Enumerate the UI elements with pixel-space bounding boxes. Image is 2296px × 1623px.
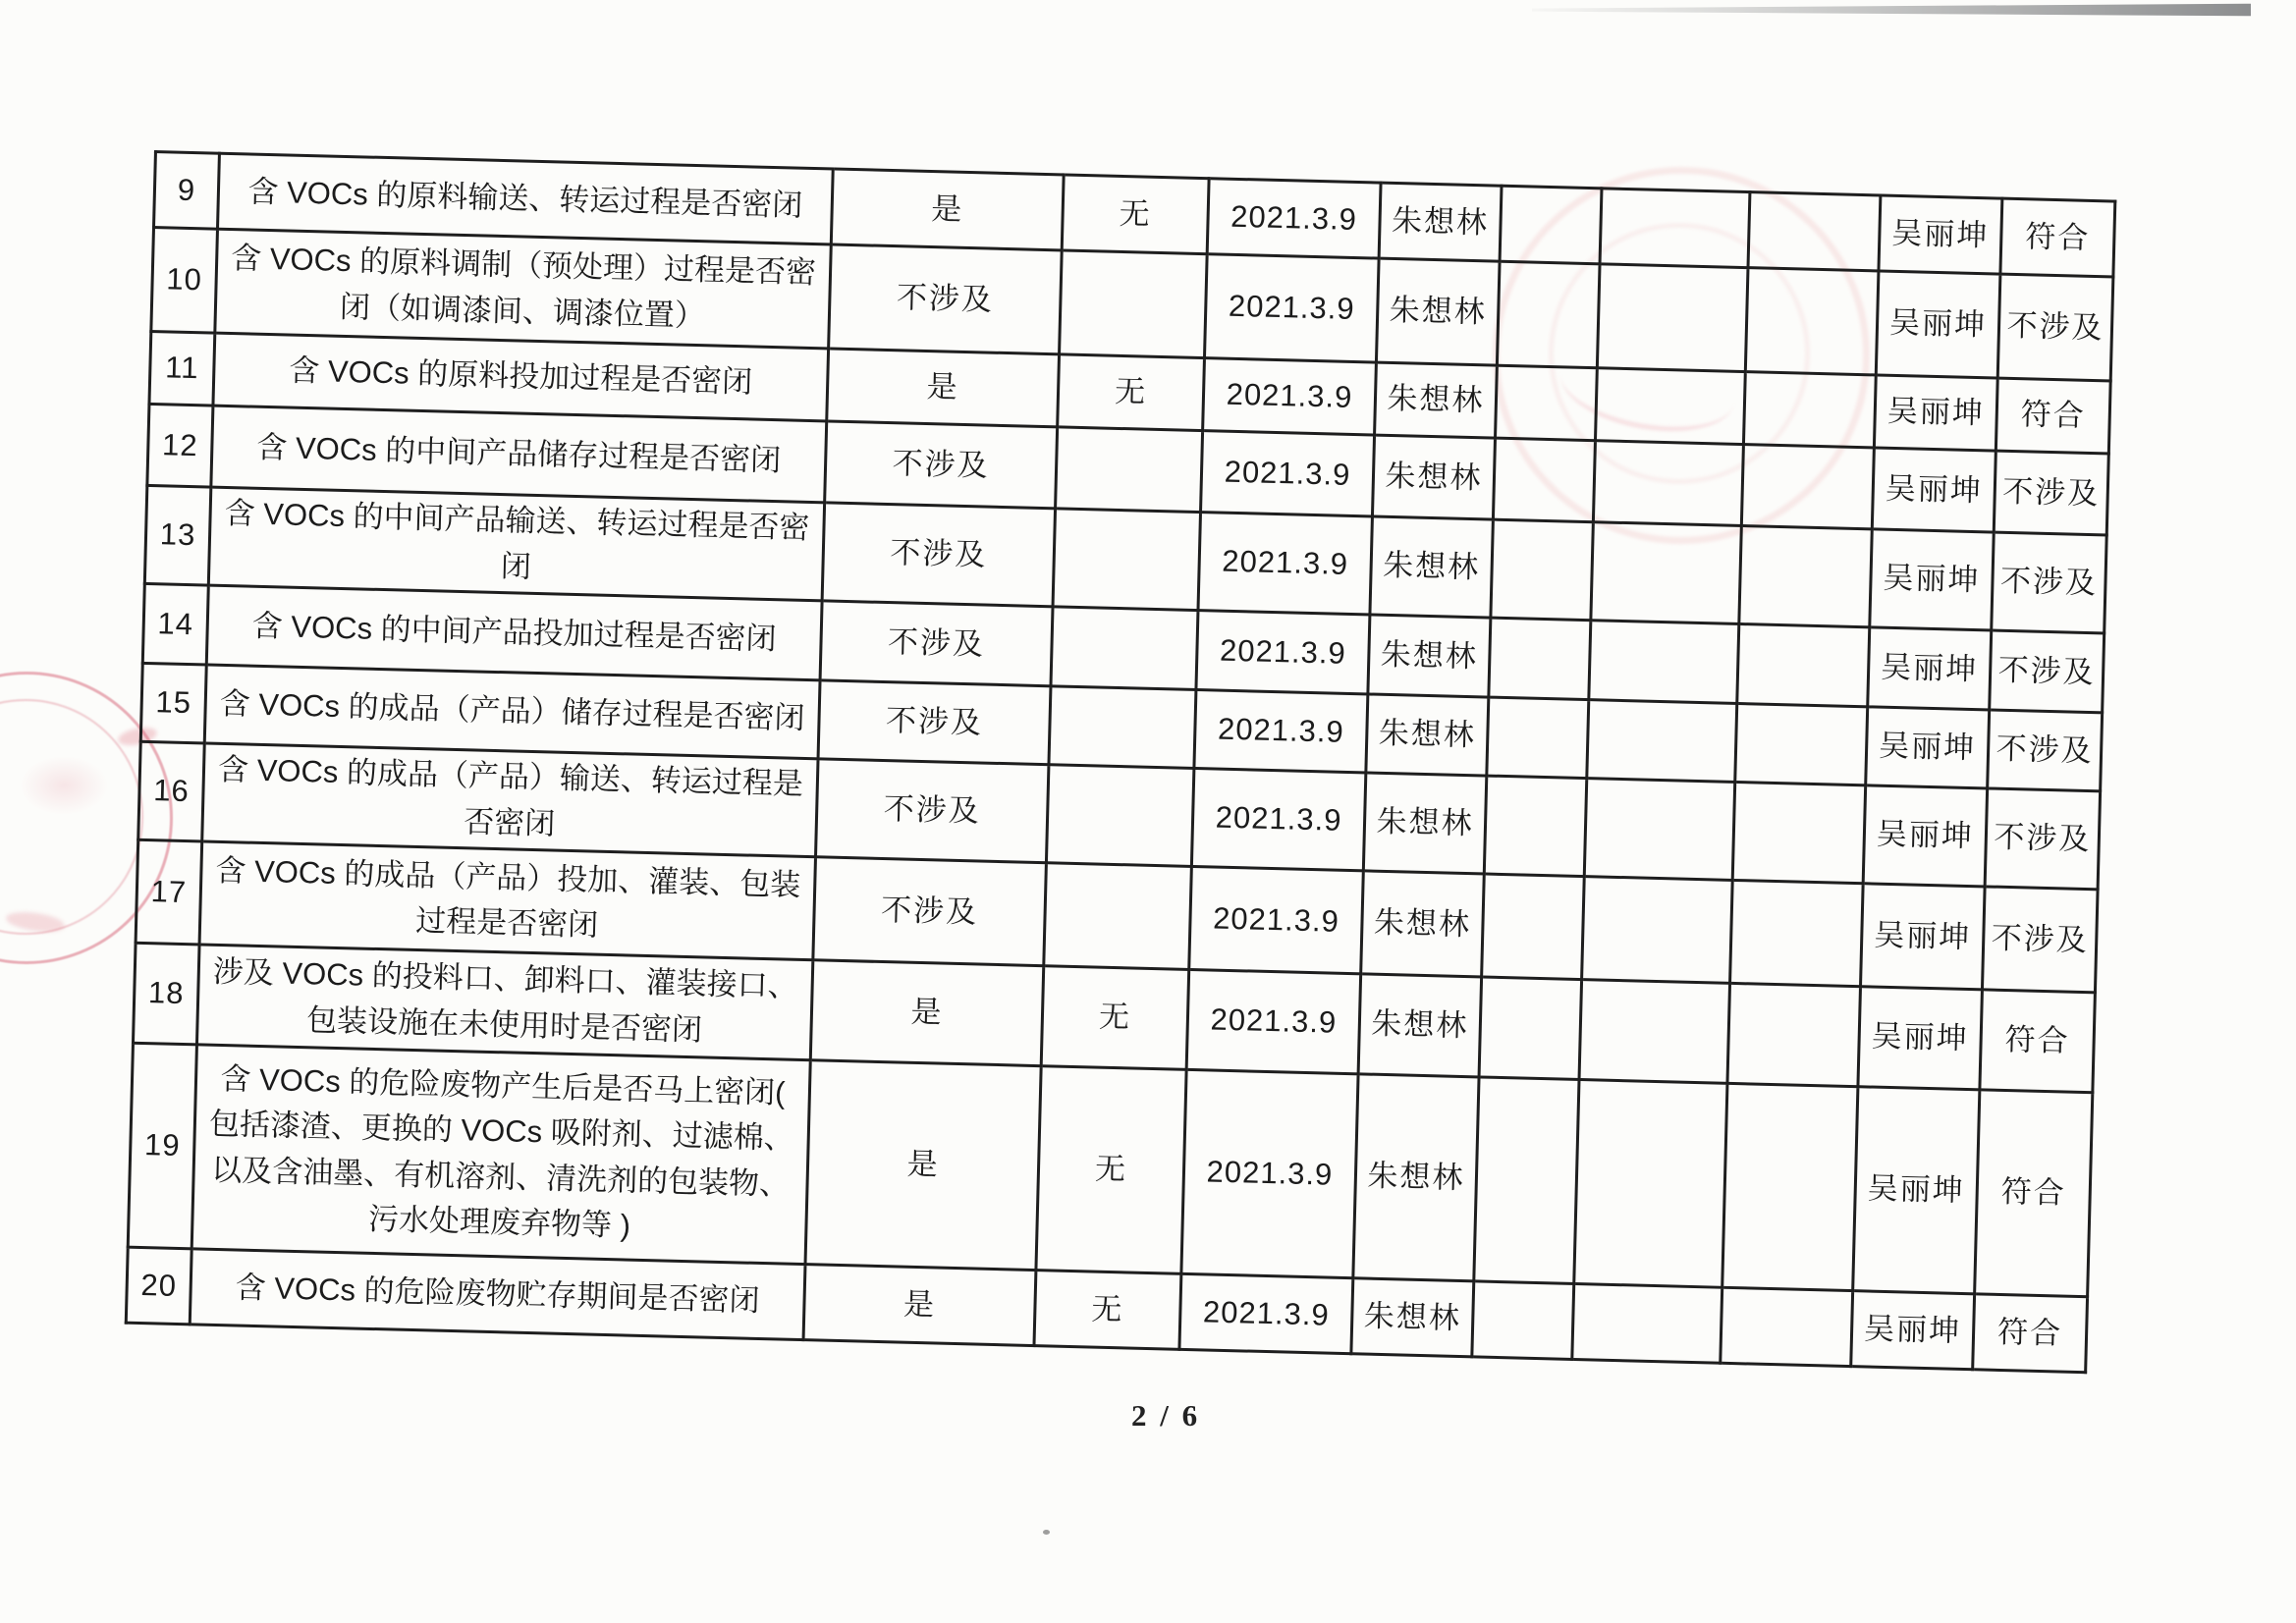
issue-cell bbox=[1051, 607, 1198, 690]
table-wrapper bbox=[125, 150, 2114, 1374]
inspector-cell: 朱想林 bbox=[1376, 258, 1500, 365]
inspector-cell: 朱想林 bbox=[1368, 615, 1491, 697]
item-description-cell: 含 VOCs 的危险废物产生后是否马上密闭( 包括漆渣、更换的 VOCs 吸附剂、过滤棉、以及含油墨、有机溶剂、清洗剂的包装物、污水处理废弃物等 ) bbox=[191, 1045, 810, 1265]
empty-cell-3 bbox=[1739, 526, 1872, 627]
row-number-cell: 12 bbox=[147, 404, 213, 487]
item-description-cell: 涉及 VOCs 的投料口、卸料口、灌装接口、包装设施在未使用时是否密闭 bbox=[196, 945, 812, 1060]
empty-cell-1 bbox=[1493, 438, 1595, 522]
conclusion-cell: 符合 bbox=[2000, 198, 2115, 277]
reviewer-cell: 吴丽坤 bbox=[1870, 529, 1994, 630]
inspector-cell: 朱想林 bbox=[1379, 183, 1502, 261]
empty-cell-1 bbox=[1491, 519, 1593, 621]
item-description-cell: 含 VOCs 的原料投加过程是否密闭 bbox=[213, 333, 829, 421]
empty-cell-2 bbox=[1597, 264, 1748, 372]
row-number-cell: 16 bbox=[138, 741, 205, 841]
issue-cell bbox=[1044, 863, 1192, 970]
reviewer-cell: 吴丽坤 bbox=[1853, 1087, 1980, 1294]
empty-cell-1 bbox=[1474, 1077, 1579, 1284]
reviewer-cell: 吴丽坤 bbox=[1851, 1291, 1975, 1370]
red-stamp-smudge bbox=[20, 756, 108, 815]
row-number-cell: 20 bbox=[126, 1247, 191, 1325]
date-cell: 2021.3.9 bbox=[1207, 179, 1381, 258]
item-description-cell: 含 VOCs 的危险废物贮存期间是否密闭 bbox=[190, 1249, 805, 1340]
scan-dot-artifact bbox=[1043, 1530, 1050, 1535]
inspector-cell: 朱想林 bbox=[1351, 1278, 1474, 1357]
conclusion-cell: 不涉及 bbox=[1982, 887, 2098, 993]
empty-cell-3 bbox=[1732, 782, 1865, 883]
reviewer-cell: 吴丽坤 bbox=[1863, 785, 1987, 887]
date-cell: 2021.3.9 bbox=[1186, 969, 1361, 1073]
row-number-cell: 9 bbox=[154, 152, 220, 230]
row-number-cell: 10 bbox=[151, 228, 218, 334]
inspector-cell: 朱想林 bbox=[1375, 362, 1498, 438]
date-cell: 2021.3.9 bbox=[1198, 513, 1372, 615]
empty-cell-3 bbox=[1741, 445, 1874, 529]
conclusion-cell: 符合 bbox=[1980, 990, 2096, 1093]
reviewer-cell: 吴丽坤 bbox=[1874, 375, 1997, 451]
page-number: 2 / 6 bbox=[1131, 1398, 1201, 1433]
empty-cell-1 bbox=[1497, 261, 1600, 368]
date-cell: 2021.3.9 bbox=[1201, 431, 1375, 516]
empty-cell-1 bbox=[1487, 697, 1589, 779]
empty-cell-2 bbox=[1591, 522, 1741, 624]
conclusion-cell: 不涉及 bbox=[1988, 710, 2103, 791]
date-cell: 2021.3.9 bbox=[1196, 611, 1370, 694]
issue-cell: 无 bbox=[1062, 175, 1209, 254]
issue-cell bbox=[1056, 427, 1203, 513]
inspector-cell: 朱想林 bbox=[1361, 871, 1485, 977]
reviewer-cell: 吴丽坤 bbox=[1872, 448, 1995, 532]
inspector-cell: 朱想林 bbox=[1366, 694, 1489, 776]
answer-cell: 不涉及 bbox=[825, 421, 1058, 509]
item-description-cell: 含 VOCs 的中间产品输送、转运过程是否密闭 bbox=[208, 487, 824, 601]
empty-cell-2 bbox=[1582, 877, 1733, 984]
empty-cell-1 bbox=[1482, 874, 1585, 980]
empty-cell-2 bbox=[1593, 441, 1743, 526]
empty-cell-1 bbox=[1479, 977, 1582, 1080]
reviewer-cell: 吴丽坤 bbox=[1866, 707, 1990, 788]
red-stamp-inner-ring bbox=[0, 699, 143, 935]
empty-cell-1 bbox=[1472, 1281, 1574, 1360]
issue-cell: 无 bbox=[1058, 354, 1205, 431]
empty-cell-3 bbox=[1743, 372, 1876, 448]
item-description-cell: 含 VOCs 的成品（产品）输送、转运过程是否密闭 bbox=[202, 743, 818, 857]
empty-cell-3 bbox=[1745, 268, 1879, 375]
empty-cell-3 bbox=[1735, 703, 1868, 784]
empty-cell-1 bbox=[1489, 618, 1591, 700]
empty-cell-3 bbox=[1730, 880, 1864, 986]
item-description-cell: 含 VOCs 的中间产品投加过程是否密闭 bbox=[206, 585, 822, 680]
empty-cell-2 bbox=[1579, 980, 1730, 1084]
date-cell: 2021.3.9 bbox=[1179, 1273, 1353, 1353]
date-cell: 2021.3.9 bbox=[1204, 254, 1379, 362]
reviewer-cell: 吴丽坤 bbox=[1868, 627, 1992, 710]
row-number-cell: 18 bbox=[133, 943, 199, 1045]
date-cell: 2021.3.9 bbox=[1203, 358, 1377, 435]
conclusion-cell: 不涉及 bbox=[1985, 788, 2100, 890]
answer-cell: 是 bbox=[803, 1265, 1036, 1346]
answer-cell: 是 bbox=[827, 349, 1060, 427]
table-body bbox=[126, 152, 2115, 1373]
inspector-cell: 朱想林 bbox=[1363, 773, 1486, 874]
conclusion-cell: 不涉及 bbox=[1997, 274, 2113, 381]
item-description-cell: 含 VOCs 的原料输送、转运过程是否密闭 bbox=[217, 153, 833, 244]
issue-cell bbox=[1046, 765, 1193, 867]
issue-cell: 无 bbox=[1041, 966, 1189, 1070]
issue-cell bbox=[1060, 250, 1208, 358]
empty-cell-3 bbox=[1748, 192, 1881, 271]
scan-streak-artifact bbox=[1532, 3, 2251, 17]
date-cell: 2021.3.9 bbox=[1194, 690, 1368, 773]
red-stamp-smudge bbox=[5, 909, 66, 935]
reviewer-cell: 吴丽坤 bbox=[1876, 271, 2000, 378]
empty-cell-2 bbox=[1574, 1080, 1727, 1288]
row-number-cell: 11 bbox=[149, 331, 215, 406]
inspector-cell: 朱想林 bbox=[1358, 974, 1482, 1077]
conclusion-cell: 符合 bbox=[1995, 378, 2110, 454]
empty-cell-3 bbox=[1721, 1287, 1853, 1366]
inspector-cell: 朱想林 bbox=[1353, 1074, 1479, 1281]
issue-cell: 无 bbox=[1036, 1066, 1186, 1274]
date-cell: 2021.3.9 bbox=[1181, 1069, 1358, 1277]
reviewer-cell: 吴丽坤 bbox=[1861, 884, 1986, 990]
answer-cell: 不涉及 bbox=[829, 244, 1063, 354]
empty-cell-1 bbox=[1484, 776, 1586, 877]
empty-cell-1 bbox=[1496, 365, 1598, 441]
conclusion-cell: 不涉及 bbox=[1992, 532, 2106, 633]
answer-cell: 不涉及 bbox=[818, 680, 1051, 765]
issue-cell bbox=[1049, 686, 1196, 769]
inspector-cell: 朱想林 bbox=[1372, 435, 1495, 519]
answer-cell: 不涉及 bbox=[816, 759, 1049, 863]
answer-cell: 不涉及 bbox=[813, 857, 1047, 966]
empty-cell-2 bbox=[1595, 368, 1745, 445]
item-description-cell: 含 VOCs 的成品（产品）储存过程是否密闭 bbox=[204, 665, 820, 759]
answer-cell: 是 bbox=[810, 960, 1044, 1066]
reviewer-cell: 吴丽坤 bbox=[1858, 987, 1983, 1090]
inspector-cell: 朱想林 bbox=[1370, 516, 1493, 618]
conclusion-cell: 符合 bbox=[1975, 1090, 2093, 1297]
empty-cell-3 bbox=[1722, 1083, 1858, 1290]
empty-cell-2 bbox=[1600, 189, 1750, 268]
row-number-cell: 17 bbox=[136, 839, 202, 945]
row-number-cell: 15 bbox=[140, 663, 206, 743]
date-cell: 2021.3.9 bbox=[1189, 866, 1364, 973]
row-number-cell: 19 bbox=[128, 1043, 196, 1249]
empty-cell-3 bbox=[1727, 983, 1861, 1086]
item-description-cell: 含 VOCs 的成品（产品）投加、灌装、包装过程是否密闭 bbox=[199, 841, 815, 960]
answer-cell: 不涉及 bbox=[822, 503, 1055, 607]
row-number-cell: 14 bbox=[142, 583, 208, 665]
date-cell: 2021.3.9 bbox=[1191, 768, 1365, 870]
answer-cell: 是 bbox=[831, 169, 1064, 250]
empty-cell-2 bbox=[1584, 779, 1734, 881]
reviewer-cell: 吴丽坤 bbox=[1879, 195, 2002, 274]
answer-cell: 是 bbox=[805, 1060, 1041, 1271]
empty-cell-1 bbox=[1500, 186, 1602, 264]
item-description-cell: 含 VOCs 的原料调制（预处理）过程是否密闭（如调漆间、调漆位置） bbox=[215, 229, 831, 349]
conclusion-cell: 不涉及 bbox=[1990, 630, 2105, 713]
empty-cell-3 bbox=[1737, 623, 1870, 706]
item-description-cell: 含 VOCs 的中间产品储存过程是否密闭 bbox=[211, 406, 827, 503]
empty-cell-2 bbox=[1589, 621, 1739, 704]
empty-cell-2 bbox=[1587, 700, 1737, 783]
issue-cell bbox=[1053, 509, 1200, 611]
empty-cell-2 bbox=[1572, 1283, 1722, 1363]
conclusion-cell: 不涉及 bbox=[1994, 451, 2108, 535]
vocs-checklist-table bbox=[125, 150, 2117, 1374]
conclusion-cell: 符合 bbox=[1973, 1294, 2088, 1373]
issue-cell: 无 bbox=[1034, 1271, 1181, 1350]
row-number-cell: 13 bbox=[144, 485, 211, 585]
answer-cell: 不涉及 bbox=[820, 601, 1053, 686]
